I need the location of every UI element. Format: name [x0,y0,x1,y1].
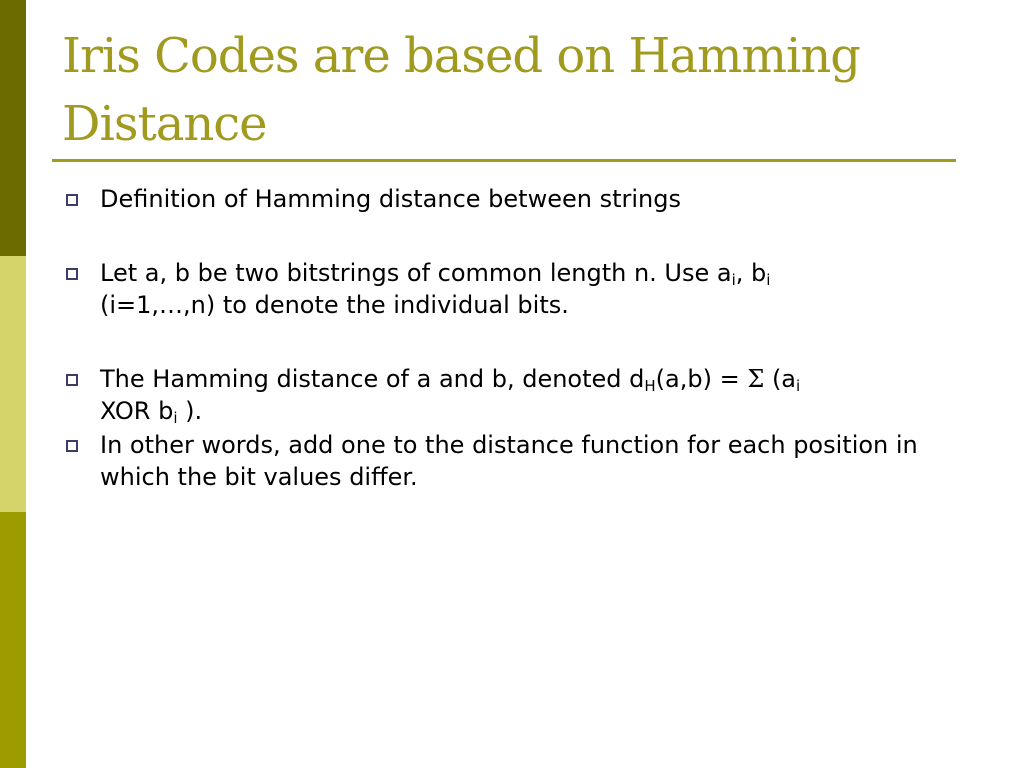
sigma-symbol: Σ [747,365,765,393]
bullet-text-part: The Hamming distance of a and b, denoted d [100,365,645,393]
sidebar-stripe-light [0,256,26,512]
subscript: i [766,271,771,289]
square-bullet-icon [66,374,78,386]
subscript: H [644,377,656,395]
bullet-text-part: (a [764,365,797,393]
bullet-item-bitstrings [62,257,942,321]
bullet-text-part: ). [177,397,203,425]
subscript: i [796,377,801,395]
bullet-text-part: Let a, b be two bitstrings of common length n. Use a [100,259,732,287]
bullet-item-other-words [62,429,942,493]
square-bullet-icon [66,268,78,280]
bullet-text-part: XOR b [100,397,174,425]
sidebar-stripe-dark [0,0,26,256]
slide-title-line2: Distance [62,96,267,152]
bullet-text-part: (i=1,…,n) to denote the individual bits. [100,291,569,319]
subscript: i [173,409,178,427]
title-divider [52,159,956,162]
bullet-text: In other words, add one to the distance function for each position in which the bit values differ. [100,431,918,491]
square-bullet-icon [66,440,78,452]
bullet-list [62,183,942,493]
bullet-item-hamming-definition [62,363,942,427]
bullet-text-part: , b [735,259,767,287]
sidebar-stripe-mid [0,512,26,768]
slide-title-line1: Iris Codes are based on Hamming [62,28,860,84]
slide-title [62,22,962,158]
subscript: i [731,271,736,289]
bullet-item-definition [62,183,942,215]
square-bullet-icon [66,194,78,206]
bullet-text: Definition of Hamming distance between strings [100,185,681,213]
bullet-text-part: (a,b) = [655,365,748,393]
